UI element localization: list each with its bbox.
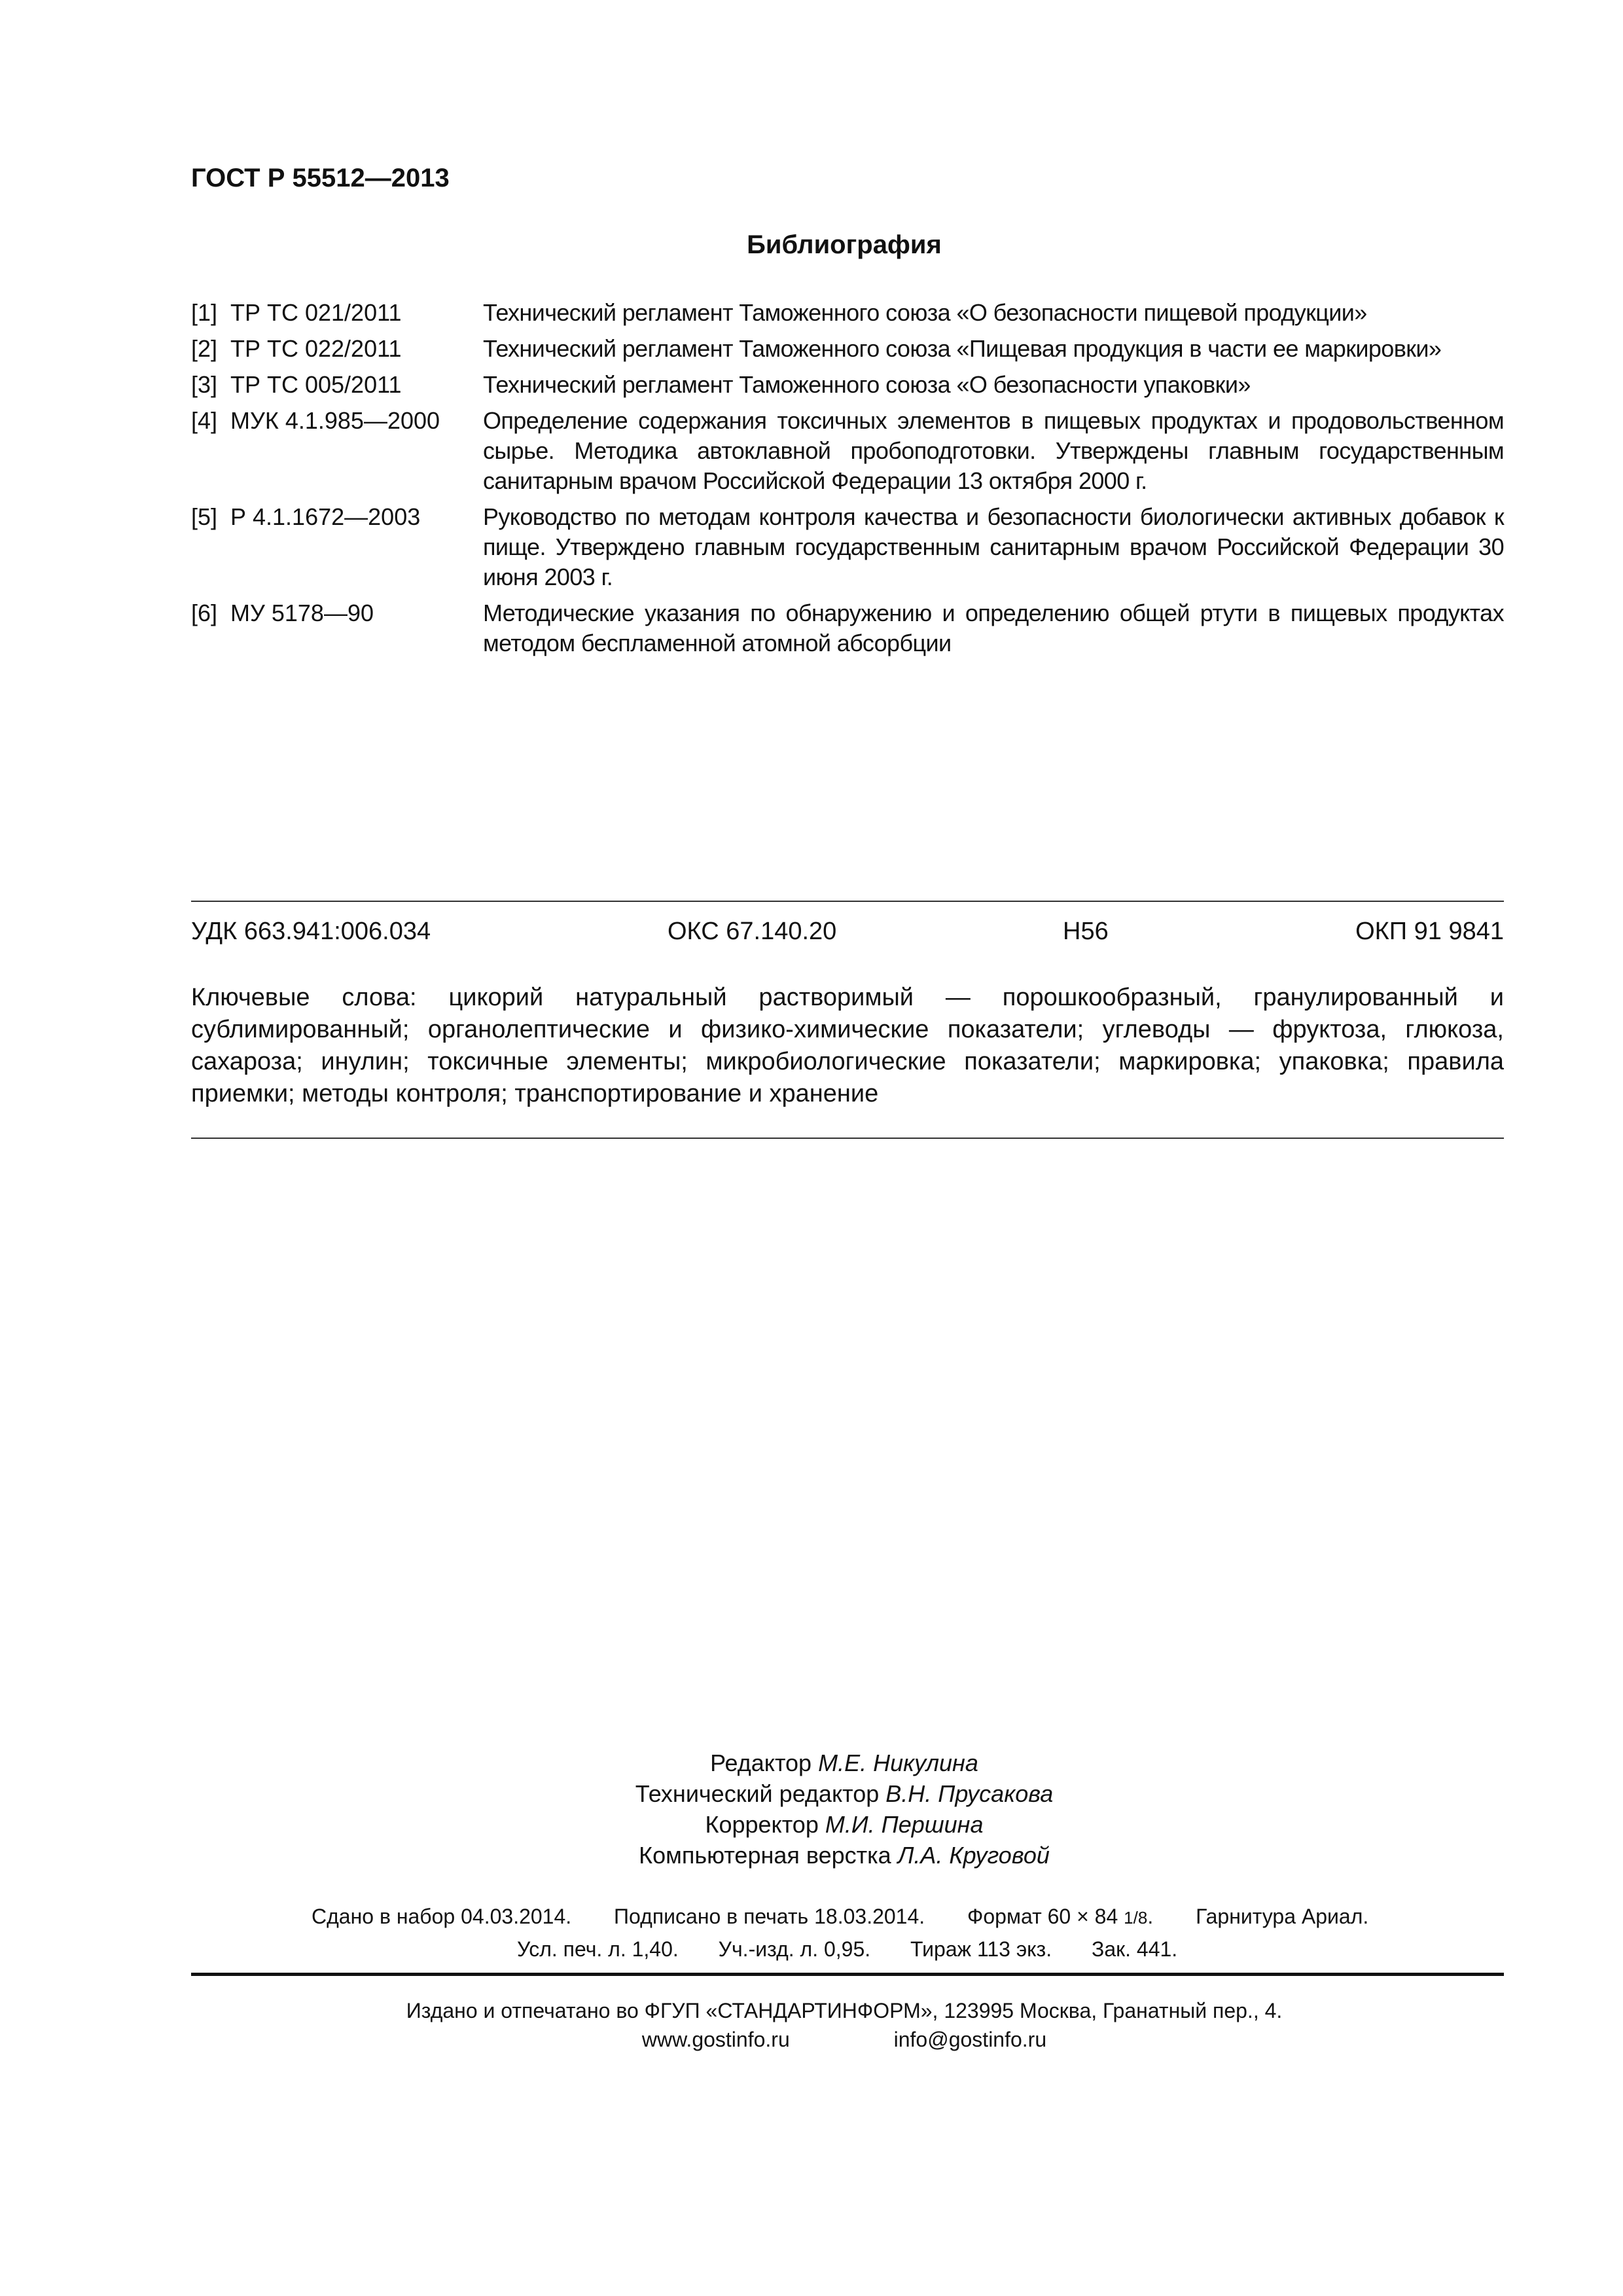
contacts xyxy=(0,2025,1623,2054)
credit-role: Компьютерная верстка xyxy=(639,1842,891,1869)
bibliography-item-description: Определение содержания токсичных элементов в пищевых продуктах и продовольственном сырье. Методика автоклавной пробоподготовки. Утверждены главным государственным санитарным врачом Российской Федерации 13 октября 2000 г. xyxy=(483,407,1504,494)
bibliography-item-number: [2] xyxy=(191,335,218,362)
credit-tech-editor xyxy=(0,1778,1623,1809)
bibliography-item xyxy=(191,370,1504,400)
credit-layout xyxy=(0,1840,1623,1871)
credit-name: М.И. Першина xyxy=(825,1811,984,1838)
pub-sheets: Уч.-изд. л. 0,95. xyxy=(718,1937,871,1961)
credit-name: М.Е. Никулина xyxy=(818,1749,978,1776)
format-fraction: 1/8 xyxy=(1124,1908,1148,1928)
typeface: Гарнитура Ариал. xyxy=(1196,1905,1369,1928)
order-number: Зак. 441. xyxy=(1091,1937,1178,1961)
bibliography-item xyxy=(191,502,1504,592)
document-code: ГОСТ Р 55512—2013 xyxy=(191,164,450,192)
keywords-paragraph: Ключевые слова: цикорий натуральный растворимый — порошкообразный, гранулированный и сублимированный; органолептические и физико-химические показатели; углеводы — фруктоза, глюкоза, сахароза; инулин; токсичные элементы; микробиологические показатели; маркировка; упаковка; правила приемки; методы контроля; транспортирование и хранение xyxy=(191,984,1504,1107)
group-code: Н56 xyxy=(1063,918,1109,945)
bibliography-list xyxy=(191,298,1504,664)
circulation: Тираж 113 экз. xyxy=(910,1937,1052,1961)
bibliography-item-description: Технический регламент Таможенного союза «О безопасности пищевой продукции» xyxy=(483,299,1367,326)
bibliography-item-code: МУ 5178—90 xyxy=(230,600,374,626)
bibliography-item-description: Методические указания по обнаружению и определению общей ртути в пищевых продуктах методом беспламенной атомной абсорбции xyxy=(483,600,1504,656)
bibliography-item-number: [1] xyxy=(191,299,218,326)
bibliography-item xyxy=(191,298,1504,328)
divider-thick xyxy=(191,1973,1504,1976)
format: Формат 60 × 84 1/8. xyxy=(967,1905,1154,1928)
credit-name: В.Н. Прусакова xyxy=(885,1780,1054,1807)
website-link[interactable]: www.gostinfo.ru xyxy=(641,2028,790,2051)
bibliography-item-code: МУК 4.1.985—2000 xyxy=(230,407,440,434)
publication-line-2 xyxy=(517,1937,1211,1962)
bibliography-item xyxy=(191,334,1504,364)
bibliography-item-code: Р 4.1.1672—2003 xyxy=(230,503,421,530)
divider-top xyxy=(191,901,1504,902)
credit-editor xyxy=(0,1748,1623,1778)
bibliography-item-number: [3] xyxy=(191,371,218,398)
credit-role: Корректор xyxy=(705,1811,819,1838)
okp-code: ОКП 91 9841 xyxy=(1355,918,1504,945)
signed-date: Подписано в печать 18.03.2014. xyxy=(614,1905,925,1928)
bibliography-item-number: [6] xyxy=(191,600,218,626)
print-sheets: Усл. печ. л. 1,40. xyxy=(517,1937,679,1961)
divider-bottom xyxy=(191,1138,1504,1139)
credit-role: Технический редактор xyxy=(635,1780,880,1807)
bibliography-item-code: ТР ТС 021/2011 xyxy=(230,299,402,326)
bibliography-item-description: Технический регламент Таможенного союза «О безопасности упаковки» xyxy=(483,371,1251,398)
submitted-date: Сдано в набор 04.03.2014. xyxy=(312,1905,572,1928)
format-prefix: Формат 60 × 84 xyxy=(967,1905,1118,1928)
credit-role: Редактор xyxy=(710,1749,812,1776)
credit-name: Л.А. Круговой xyxy=(897,1842,1050,1869)
publication-line-1 xyxy=(312,1905,1405,1929)
credits-block xyxy=(0,1748,1623,1871)
bibliography-item-number: [5] xyxy=(191,503,218,530)
oks-code: ОКС 67.140.20 xyxy=(668,918,837,945)
udk-code: УДК 663.941:006.034 xyxy=(191,918,431,945)
email-link[interactable]: info@gostinfo.ru xyxy=(893,2028,1047,2051)
bibliography-item-number: [4] xyxy=(191,407,218,434)
bibliography-title: Библиография xyxy=(747,230,942,259)
bibliography-item-description: Технический регламент Таможенного союза «Пищевая продукция в части ее маркировки» xyxy=(483,335,1442,362)
printed-by-text: Издано и отпечатано во ФГУП «СТАНДАРТИНФОРМ», 123995 Москва, Гранатный пер., 4. xyxy=(406,1999,1283,2022)
credit-proofreader xyxy=(0,1809,1623,1840)
bibliography-item xyxy=(191,598,1504,658)
bibliography-item-description: Руководство по методам контроля качества и безопасности биологически активных добавок к пище. Утверждено главным государственным санитарным врачом Российской Федерации 30 июня 2003 г. xyxy=(483,503,1504,590)
bibliography-item-code: ТР ТС 005/2011 xyxy=(230,371,402,398)
bibliography-item xyxy=(191,406,1504,496)
bibliography-item-code: ТР ТС 022/2011 xyxy=(230,335,402,362)
printed-by-block xyxy=(0,1996,1623,2054)
